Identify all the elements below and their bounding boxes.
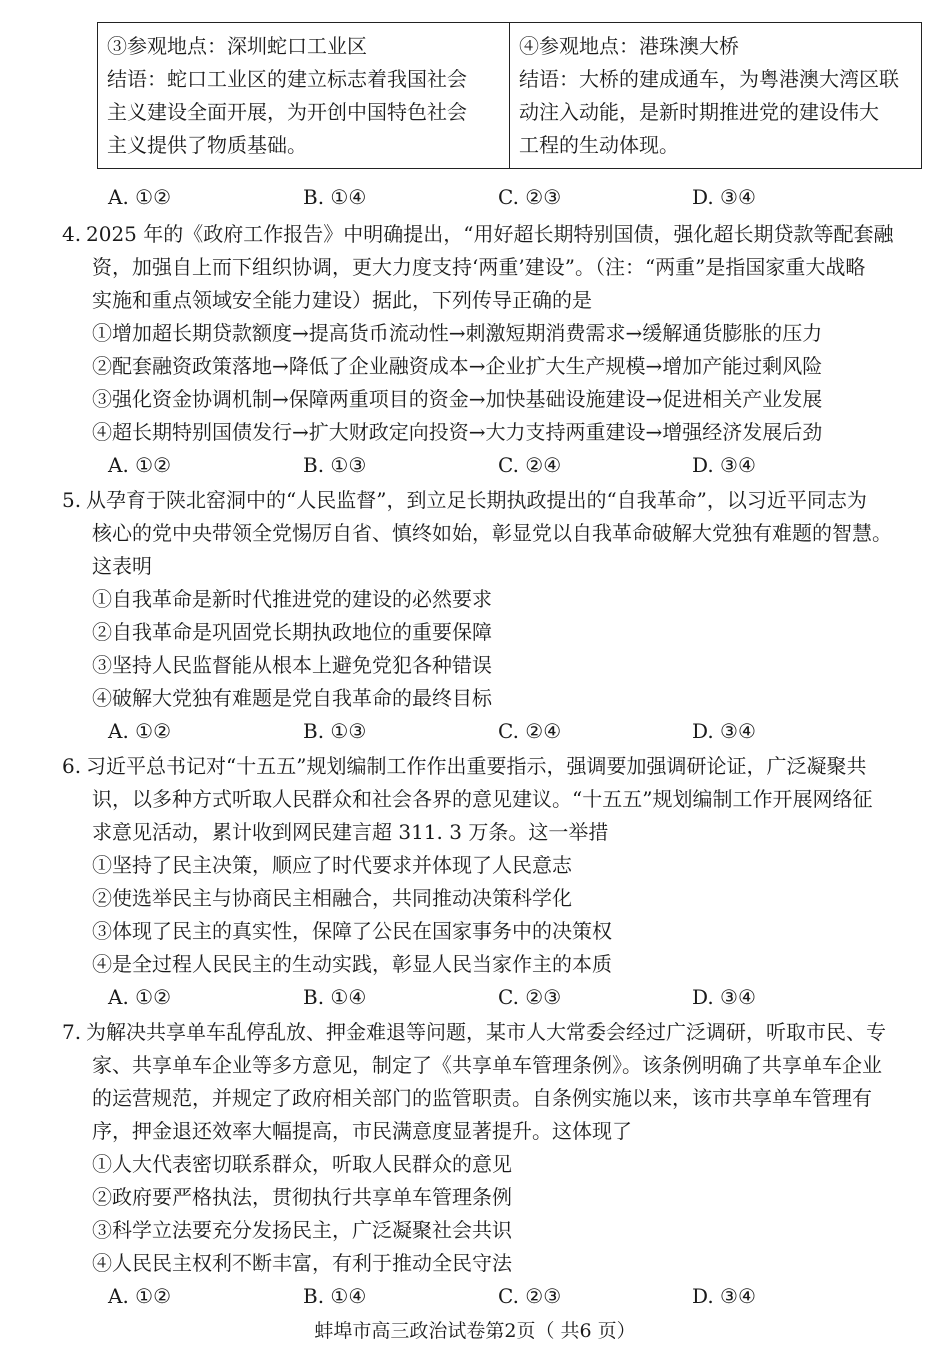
q7-item: ③科学立法要充分发扬民主，广泛凝聚社会共识: [92, 1218, 512, 1242]
q6-stem-line: 求意见活动，累计收到网民建言超 311. 3 万条。这一举措: [92, 820, 609, 844]
option-d[interactable]: D. ③④: [692, 985, 756, 1009]
cell-title: ③参观地点：深圳蛇口工业区: [107, 34, 367, 58]
question-number: 6.: [62, 754, 82, 778]
visit-sites-table: [97, 22, 922, 169]
q4-item: ③强化资金协调机制→保障两重项目的资金→加快基础设施建设→促进相关产业发展: [92, 387, 823, 411]
option-c[interactable]: C. ②④: [498, 719, 562, 743]
q7-item: ①人大代表密切联系群众，听取人民群众的意见: [92, 1152, 512, 1176]
cell-line: 主义提供了物质基础。: [107, 133, 307, 157]
q5-stem-line: 5. 从孕育于陕北窑洞中的“人民监督”，到立足长期执政提出的“自我革命”，以习近平同志为: [62, 484, 867, 517]
q4-stem-line: 4. 2025 年的《政府工作报告》中明确提出，“用好超长期特别国债，强化超长期贷款等配套融: [62, 218, 893, 251]
option-d[interactable]: D. ③④: [692, 453, 756, 477]
option-c[interactable]: C. ②③: [498, 1284, 562, 1308]
option-b[interactable]: B. ①③: [303, 719, 367, 743]
q7-stem-line: 家、共享单车企业等多方意见，制定了《共享单车管理条例》。该条例明确了共享单车企业: [92, 1053, 882, 1077]
q6-stem-line: 识，以多种方式听取人民群众和社会各界的意见建议。“十五五”规划编制工作开展网络征: [92, 787, 873, 811]
cell-line: 结语：大桥的建成通车，为粤港澳大湾区联: [519, 67, 899, 91]
q6-stem-line: 6. 习近平总书记对“十五五”规划编制工作作出重要指示，强调要加强调研论证，广泛凝聚共: [62, 750, 866, 783]
option-b[interactable]: B. ①④: [303, 985, 367, 1009]
cell-line: 动注入动能，是新时期推进党的建设伟大: [519, 100, 879, 124]
q5-stem-line: 这表明: [92, 554, 152, 578]
table-cell-bridge: [510, 23, 922, 169]
option-c[interactable]: C. ②④: [498, 453, 562, 477]
q5-item: ④破解大党独有难题是党自我革命的最终目标: [92, 686, 492, 710]
q3-options: [108, 181, 828, 214]
q5-item: ②自我革命是巩固党长期执政地位的重要保障: [92, 620, 492, 644]
page-footer: 蚌埠市高三政治试卷第2页（ 共6 页）: [314, 1320, 636, 1342]
cell-line: 结语：蛇口工业区的建立标志着我国社会: [107, 67, 467, 91]
option-a[interactable]: A. ①②: [108, 1284, 172, 1308]
option-d[interactable]: D. ③④: [692, 719, 756, 743]
option-a[interactable]: A. ①②: [108, 453, 172, 477]
q7-options: [108, 1280, 828, 1313]
q5-stem-line: 核心的党中央带领全党惕厉自省、慎终如始，彰显党以自我革命破解大党独有难题的智慧。: [92, 521, 892, 545]
q4-stem-line: 实施和重点领域安全能力建设）据此，下列传导正确的是: [92, 288, 592, 312]
question-number: 4.: [62, 222, 82, 246]
q5-item: ①自我革命是新时代推进党的建设的必然要求: [92, 587, 492, 611]
option-c[interactable]: C. ②③: [498, 185, 562, 209]
option-d[interactable]: D. ③④: [692, 1284, 756, 1308]
q7-item: ②政府要严格执法，贯彻执行共享单车管理条例: [92, 1185, 512, 1209]
option-b[interactable]: B. ①③: [303, 453, 367, 477]
option-d[interactable]: D. ③④: [692, 185, 756, 209]
option-c[interactable]: C. ②③: [498, 985, 562, 1009]
q7-item: ④人民民主权利不断丰富，有利于推动全民守法: [92, 1251, 512, 1275]
option-b[interactable]: B. ①④: [303, 185, 367, 209]
q6-item: ②使选举民主与协商民主相融合，共同推动决策科学化: [92, 886, 572, 910]
q4-item: ②配套融资政策落地→降低了企业融资成本→企业扩大生产规模→增加产能过剩风险: [92, 354, 823, 378]
q6-options: [108, 981, 828, 1014]
q6-item: ③体现了民主的真实性，保障了公民在国家事务中的决策权: [92, 919, 612, 943]
question-number: 7.: [62, 1020, 82, 1044]
q5-options: [108, 715, 828, 748]
q7-stem-line: 序，押金退还效率大幅提高，市民满意度显著提升。这体现了: [92, 1119, 632, 1143]
cell-title: ④参观地点：港珠澳大桥: [519, 34, 739, 58]
q7-stem-line: 7. 为解决共享单车乱停乱放、押金难退等问题，某市人大常委会经过广泛调研，听取市民、专: [62, 1016, 886, 1049]
cell-line: 工程的生动体现。: [519, 133, 679, 157]
q4-item: ④超长期特别国债发行→扩大财政定向投资→大力支持两重建设→增强经济发展后劲: [92, 420, 823, 444]
q6-item: ④是全过程人民民主的生动实践，彰显人民当家作主的本质: [92, 952, 612, 976]
cell-line: 主义建设全面开展，为开创中国特色社会: [107, 100, 467, 124]
option-a[interactable]: A. ①②: [108, 985, 172, 1009]
question-number: 5.: [62, 488, 82, 512]
q4-item: ①增加超长期贷款额度→提高货币流动性→刺激短期消费需求→缓解通货膨胀的压力: [92, 321, 823, 345]
table-cell-shekou: [98, 23, 510, 169]
q6-item: ①坚持了民主决策，顺应了时代要求并体现了人民意志: [92, 853, 572, 877]
option-a[interactable]: A. ①②: [108, 719, 172, 743]
q4-options: [108, 449, 828, 482]
option-a[interactable]: A. ①②: [108, 185, 172, 209]
option-b[interactable]: B. ①④: [303, 1284, 367, 1308]
q7-stem-line: 的运营规范，并规定了政府相关部门的监管职责。自条例实施以来，该市共享单车管理有: [92, 1086, 872, 1110]
q5-item: ③坚持人民监督能从根本上避免党犯各种错误: [92, 653, 492, 677]
q4-stem-line: 资，加强自上而下组织协调，更大力度支持‘两重’建设”。（注：“两重”是指国家重大战略: [92, 255, 866, 279]
